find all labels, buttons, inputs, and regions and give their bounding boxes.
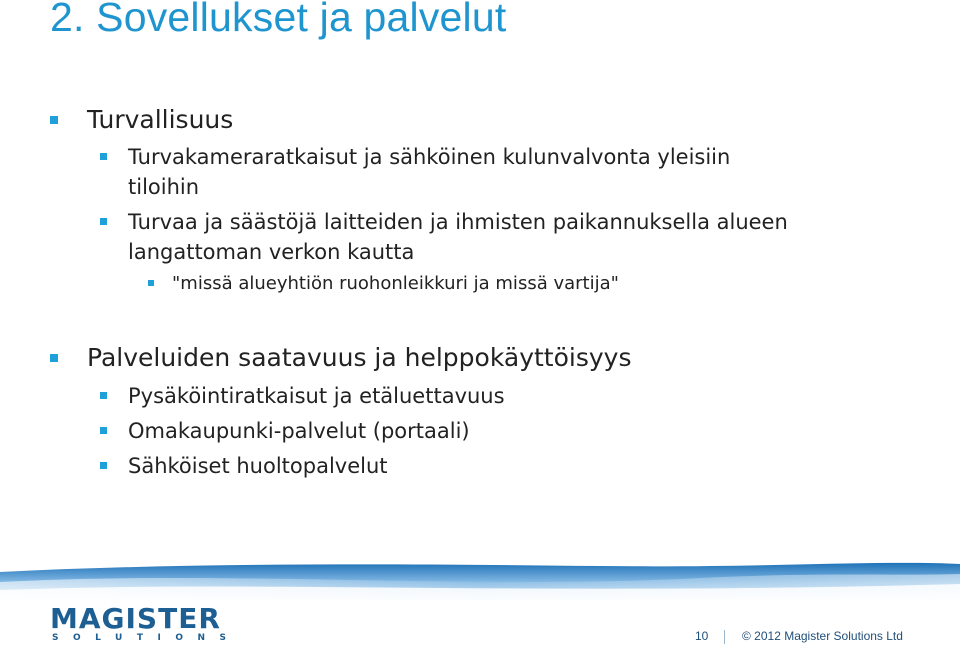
square-bullet-icon [100,218,107,225]
bullet-text-line: Omakaupunki-palvelut (portaali) [128,419,470,443]
bullet-text-line: Pysäköintiratkaisut ja etäluettavuus [128,384,505,408]
square-bullet-icon [148,280,154,286]
bullet-text: "missä alueyhtiön ruohonleikkuri ja missä vartija" [172,273,619,294]
bullet-text-line: tiloihin [128,175,200,199]
slide-title: 2. Sovellukset ja palvelut [50,0,507,40]
bullet-level2-positioning [128,207,788,267]
bullet-level2-maintenance [128,451,388,481]
bullet-text: Palveluiden saatavuus ja helppokäyttöisyys [87,343,632,372]
square-bullet-icon [100,392,107,399]
decorative-wave-band [0,560,960,600]
page-number: 10 [695,629,709,643]
slide-footer [0,560,960,657]
bullet-level2-cameras [128,142,730,202]
bullet-level2-portal [128,416,470,446]
square-bullet-icon [50,116,58,124]
square-bullet-icon [50,354,58,362]
bullet-text-line: Turvaa ja säästöjä laitteiden ja ihmisten paikannuksella alueen [128,210,788,234]
square-bullet-icon [100,427,107,434]
bullet-text-line: Turvakameraratkaisut ja sähköinen kulunvalvonta yleisiin [128,145,731,169]
bullet-level1-services [87,343,631,372]
logo-subtext: SOLUTIONS [52,633,241,643]
bullet-text-line: langattoman verkon kautta [128,240,415,264]
bullet-level2-parking [128,381,505,411]
square-bullet-icon [100,153,107,160]
bullet-text-line: Sähköiset huoltopalvelut [128,454,388,478]
square-bullet-icon [100,462,107,469]
logo-wordmark: MAGISTER [50,602,221,635]
footer-divider [724,630,725,644]
magister-logo [50,602,241,646]
copyright-notice: © 2012 Magister Solutions Ltd [742,629,903,643]
bullet-level1-security [87,105,233,134]
bullet-text: Turvallisuus [87,105,234,134]
bullet-level3-quote [172,273,619,294]
